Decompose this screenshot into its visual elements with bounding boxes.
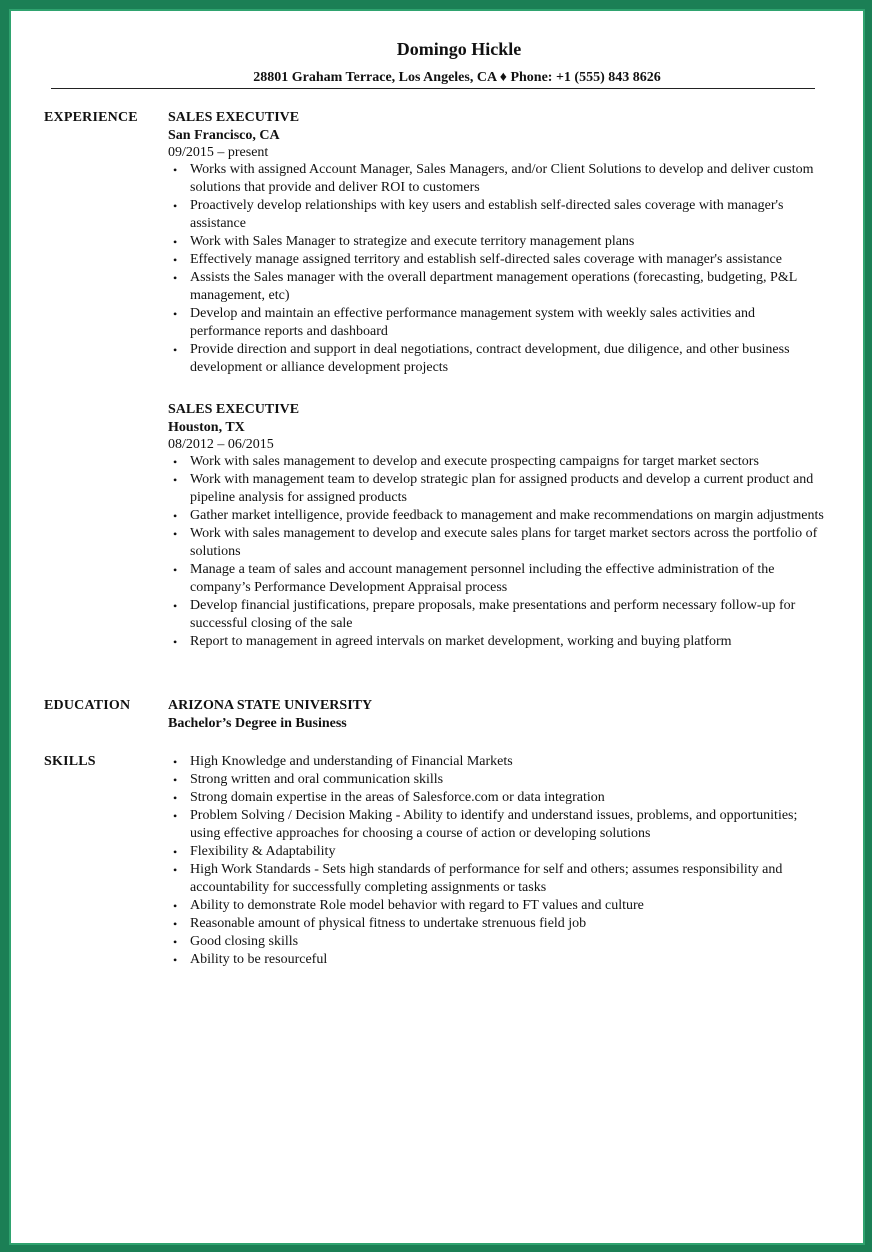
job-entry xyxy=(168,109,828,377)
section-label-skills: SKILLS xyxy=(44,754,96,769)
job-bullets xyxy=(168,161,828,377)
list-item: • Work with Sales Manager to strategize and execute territory management plans xyxy=(168,233,828,251)
job-title: SALES EXECUTIVE xyxy=(168,110,300,125)
list-item: • Work with sales management to develop and execute sales plans for target market sectors across the portfolio of solutions xyxy=(168,525,828,561)
school-name: ARIZONA STATE UNIVERSITY xyxy=(168,698,373,713)
list-item: • Ability to demonstrate Role model behavior with regard to FT values and culture xyxy=(168,897,828,915)
header-divider xyxy=(51,88,815,89)
list-item: • Effectively manage assigned territory and establish self-directed sales coverage with manager's assistance xyxy=(168,251,828,269)
list-item: • Report to management in agreed intervals on market development, working and buying platform xyxy=(168,633,828,651)
list-item: • Assists the Sales manager with the overall department management operations (forecasting, budgeting, P&L management, etc) xyxy=(168,269,828,305)
list-item: • Strong domain expertise in the areas of Salesforce.com or data integration xyxy=(168,789,828,807)
skills-body xyxy=(168,753,828,969)
list-item: • Proactively develop relationships with key users and establish self-directed sales coverage with manager's assistance xyxy=(168,197,828,233)
education-body xyxy=(168,697,828,733)
list-item: • Flexibility & Adaptability xyxy=(168,843,828,861)
list-item: • Works with assigned Account Manager, Sales Managers, and/or Client Solutions to develop and deliver custom solutions that provide and deliver ROI to customers xyxy=(168,161,828,197)
job-title: SALES EXECUTIVE xyxy=(168,402,300,417)
list-item: • Work with sales management to develop and execute prospecting campaigns for target market sectors xyxy=(168,453,828,471)
job-entry xyxy=(168,401,828,651)
job-location: Houston, TX xyxy=(168,420,245,435)
resume-header xyxy=(11,37,867,87)
list-item: • Ability to be resourceful xyxy=(168,951,828,969)
list-item: • Develop financial justifications, prepare proposals, make presentations and perform necessary follow-up for successful closing of the sale xyxy=(168,597,828,633)
list-item: • High Work Standards - Sets high standards of performance for self and others; assumes responsibility and accountability for successfully completing assignments or tasks xyxy=(168,861,828,897)
list-item: • Good closing skills xyxy=(168,933,828,951)
list-item: • Strong written and oral communication skills xyxy=(168,771,828,789)
candidate-name: Domingo Hickle xyxy=(396,39,522,59)
list-item: • Develop and maintain an effective performance management system with weekly sales activities and performance reports and dashboard xyxy=(168,305,828,341)
list-item: • Gather market intelligence, provide feedback to management and make recommendations on margin adjustments xyxy=(168,507,828,525)
list-item: • Reasonable amount of physical fitness to undertake strenuous field job xyxy=(168,915,828,933)
degree: Bachelor’s Degree in Business xyxy=(168,716,347,731)
section-label-education: EDUCATION xyxy=(44,698,131,713)
list-item: • Problem Solving / Decision Making - Ability to identify and understand issues, problems, and opportunities; using effective approaches for choosing a course of action or developing solutions xyxy=(168,807,828,843)
job-dates: 08/2012 – 06/2015 xyxy=(168,437,274,452)
list-item: • Work with management team to develop strategic plan for assigned products and develop a current product and pipeline analysis for assigned products xyxy=(168,471,828,507)
job-dates: 09/2015 – present xyxy=(168,145,269,160)
list-item: • High Knowledge and understanding of Financial Markets xyxy=(168,753,828,771)
job-bullets xyxy=(168,453,828,651)
contact-line: 28801 Graham Terrace, Los Angeles, CA ♦ Phone: +1 (555) 843 8626 xyxy=(253,70,661,85)
skills-list xyxy=(168,753,828,969)
list-item: • Manage a team of sales and account management personnel including the effective administration of the company’s Performance Development Appraisal process xyxy=(168,561,828,597)
job-location: San Francisco, CA xyxy=(168,128,280,143)
list-item: • Provide direction and support in deal negotiations, contract development, due diligence, and other business development or alliance development projects xyxy=(168,341,828,377)
resume-page xyxy=(9,9,865,1245)
section-label-experience: EXPERIENCE xyxy=(44,110,138,125)
